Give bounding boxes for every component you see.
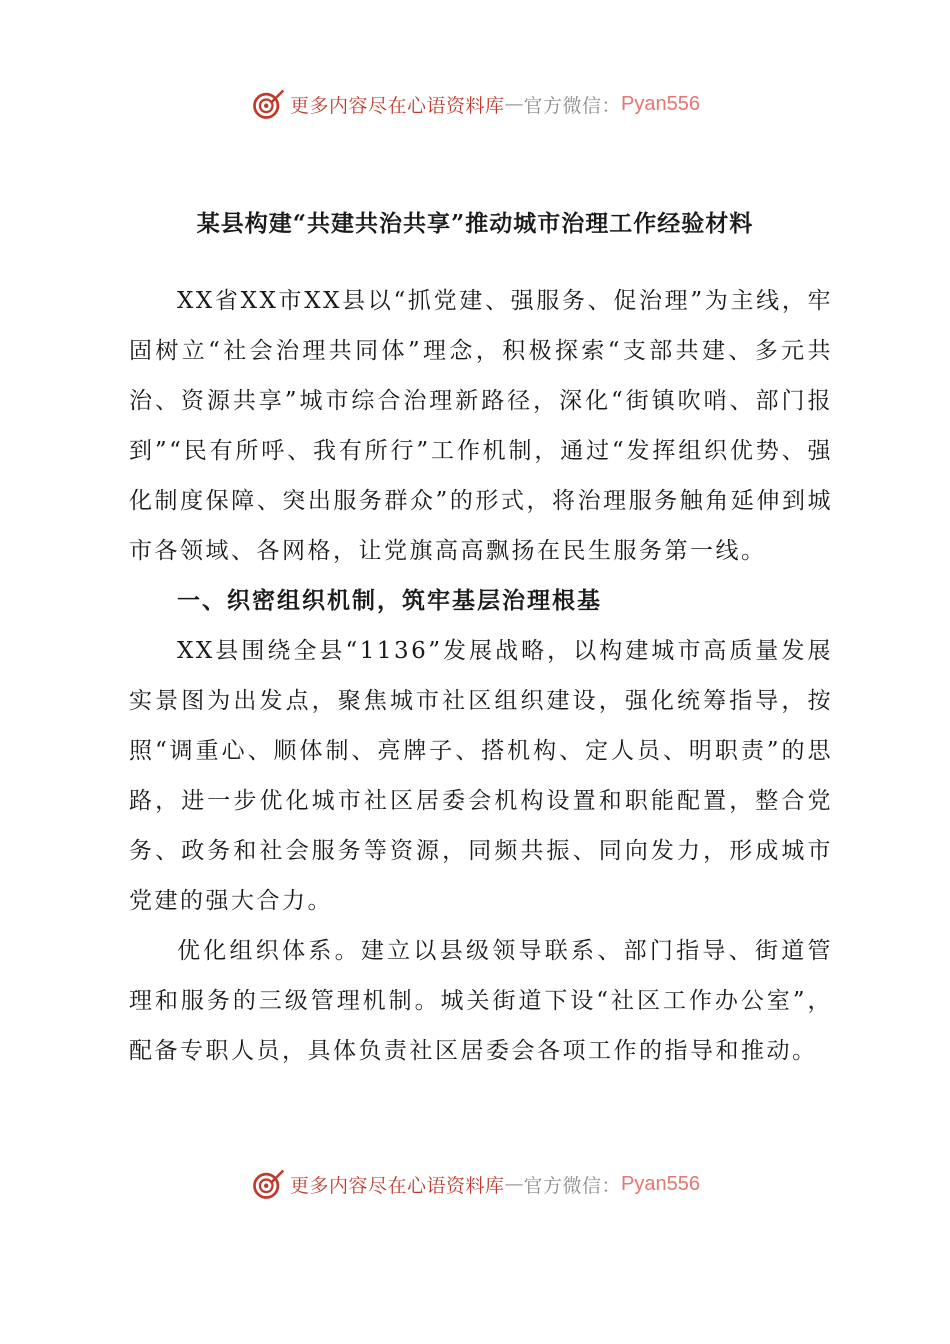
banner-main-text: 更多内容尽在心语资料库 <box>290 1174 505 1197</box>
banner-main-text: 更多内容尽在心语资料库 <box>290 94 505 117</box>
banner-separator: — <box>504 93 524 115</box>
banner-official-label: 官方微信： <box>523 1174 622 1197</box>
body-paragraph: XX县围绕全县“1136”发展战略，以构建城市高质量发展实景图为出发点，聚焦城市社区组织建设，强化统筹指导，按照“调重心、顺体制、亮牌子、搭机构、定人员、明职责”的思路，进一步优化城市社区居委会机构设置和职能配置，整合党务、政务和社会服务等资源，同频共振、同向发力，形成城市党建的强大合力。 <box>129 638 833 914</box>
footer-banner <box>0 1162 950 1206</box>
pen-swirl-logo-icon <box>250 86 286 122</box>
document-body <box>129 276 833 1076</box>
header-banner <box>0 82 950 126</box>
section-heading: 一、织密组织机制，筑牢基层治理根基 <box>177 587 602 614</box>
pen-swirl-logo-icon <box>250 1166 286 1202</box>
document-title: 某县构建“共建共治共享”推动城市治理工作经验材料 <box>196 210 754 237</box>
banner-wechat-id: Pyan556 <box>621 92 700 115</box>
body-paragraph: 优化组织体系。建立以县级领导联系、部门指导、街道管理和服务的三级管理机制。城关街道下设“社区工作办公室”，配备专职人员，具体负责社区居委会各项工作的指导和推动。 <box>129 938 833 1064</box>
banner-separator: — <box>504 1173 524 1195</box>
banner-wechat-id: Pyan556 <box>621 1172 700 1195</box>
banner-official-label: 官方微信： <box>523 94 622 117</box>
intro-paragraph: XX省XX市XX县以“抓党建、强服务、促治理”为主线，牢固树立“社会治理共同体”理念，积极探索“支部共建、多元共治、资源共享”城市综合治理新路径，深化“街镇吹哨、部门报到”“民有所呼、我有所行”工作机制，通过“发挥组织优势、强化制度保障、突出服务群众”的形式，将治理服务触角延伸到城市各领域、各网格，让党旗高高飘扬在民生服务第一线。 <box>129 288 833 564</box>
